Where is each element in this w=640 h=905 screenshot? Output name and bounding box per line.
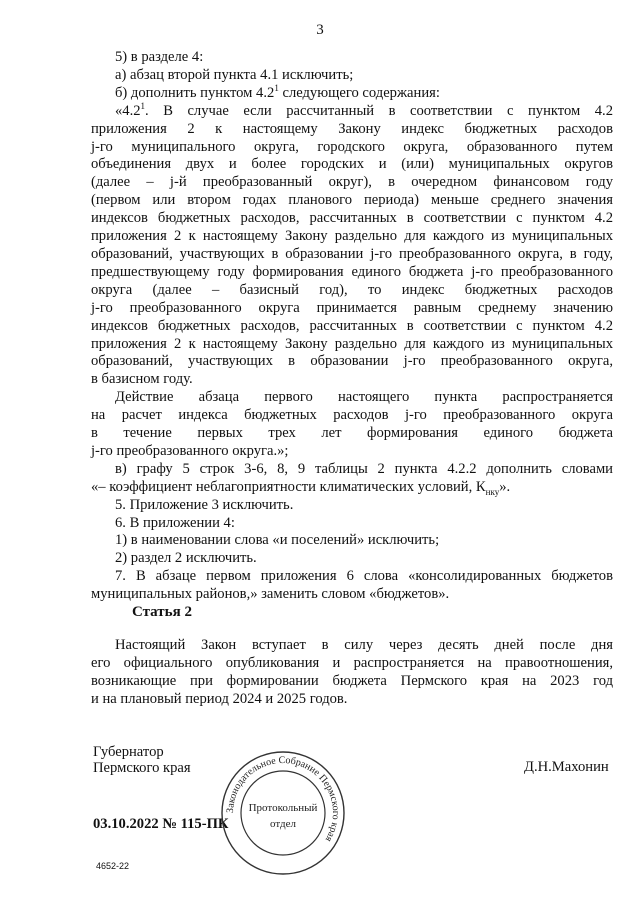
stamp-center-line2: отдел [270,818,296,830]
point-4-2-1-line: индексов бюджетных расходов, рассчитанных в соответствии с пунктом 4.2 [91,210,613,227]
protocol-department-stamp [219,749,347,877]
stamp-ring-text: Законодательное Собрание Пермского края [224,754,342,844]
law-date-number: 03.10.2022 № 115-ПК [93,816,229,832]
point-4-2-1-line: j-го преобразованного округа принимается равным среднему значению [91,299,613,316]
item-5: 5. Приложение 3 исключить. [115,496,294,513]
point-4-2-1-line: (первом или втором годах планового периода) меньше среднего значения [91,192,613,209]
item-7-line2: муниципальных районов,» заменить словом «бюджетов». [91,586,450,603]
new-point-4-2-1-paragraph [91,100,613,390]
effect-paragraph-line: на расчет индекса бюджетных расходов j-го преобразованного округа [91,407,613,424]
governor-title-line2: Пермского края [93,760,191,776]
document-code: 4652-22 [96,861,130,871]
item-6: 6. В приложении 4: [115,514,235,531]
item-7-line1: 7. В абзаце первом приложения 6 слова «консолидированных бюджетов [115,568,613,585]
effect-paragraph-line: в течение первых трех лет формирования единого бюджета [91,425,613,442]
point-4-2-1-line: приложения 2 к настоящему Закону раздельно для каждого из муниципальных [91,335,613,352]
subitem-b: б) дополнить пунктом $4.2^1$ следующего содержания: [115,82,440,101]
item-6-2: 2) раздел 2 исключить. [115,550,257,567]
article-2-text [91,636,613,708]
governor-name: Д.Н.Махонин [524,759,609,775]
point-4-2-1-line: округа (далее – базисный год), то индекс бюджетных расходов [91,281,613,298]
point-4-2-1-line: индексов бюджетных расходов, рассчитанных в соответствии с пунктом 4.2 [91,317,613,334]
point-4-2-1-line: образований, участвующих в образовании j-го преобразованного округа, в году, [91,245,613,262]
effect-paragraph-line: j-го преобразованного округа.»; [91,442,289,459]
governor-title [93,744,191,776]
effect-paragraph [91,389,613,461]
point-4-2-1-line: в базисном году. [91,371,193,388]
point-4-2-1-line: j-го муниципального округа, городского округа, образованного путем [91,138,613,155]
item-6-1: 1) в наименовании слова «и поселений» исключить; [115,532,440,549]
point-4-2-1-line: приложения 2 к настоящему Закону раздельно для каждого из муниципальных [91,228,613,245]
subitem-a: а) абзац второй пункта 4.1 исключить; [115,66,354,83]
point-4-2-1-line: (далее – j-й преобразованный округ), в очередном финансовом году [91,174,613,191]
article-2-heading: Статья 2 [132,604,192,620]
amendments-body [91,49,613,604]
point-4-2-1-line: приложения 2 к настоящему Закону индекс бюджетных расходов [91,120,613,137]
point-4-2-1-line: объединения двух и более городских и (или) муниципальных округов [91,156,613,173]
effect-paragraph-line: Действие абзаца первого настоящего пункта распространяется [115,389,613,406]
article-2-line: Настоящий Закон вступает в силу через десять дней после дня [115,637,613,653]
governor-title-line1: Губернатор [93,744,164,760]
item-5-section-4: 5) в разделе 4: [115,49,204,65]
page-number: 3 [316,22,324,38]
point-4-2-1-line: предшествующему году формирования единого бюджета j-го преобразованного [91,263,613,280]
subitem-v-line2: «– коэффициент неблагоприятности климатических условий, $К_{нку}$». [91,478,511,497]
stamp-center-line1: Протокольный [248,802,318,814]
article-2-line: его официального опубликования и распространяется на правоотношения, [91,655,613,671]
article-2-line: возникающие при формировании бюджета Пермского края на 2023 год [91,673,613,689]
point-4-2-1-line: образований, участвующих в образовании j-го преобразованного округа, [91,353,613,370]
subitem-v-line1: в) графу 5 строк 3-6, 8, 9 таблицы 2 пункта 4.2.2 дополнить словами [115,460,613,477]
point-4-2-1-line: «$4.2^1$. В случае если рассчитанный в соответствии с пунктом 4.2 [115,100,613,119]
article-2-line: и на плановый период 2024 и 2025 годов. [91,691,348,707]
